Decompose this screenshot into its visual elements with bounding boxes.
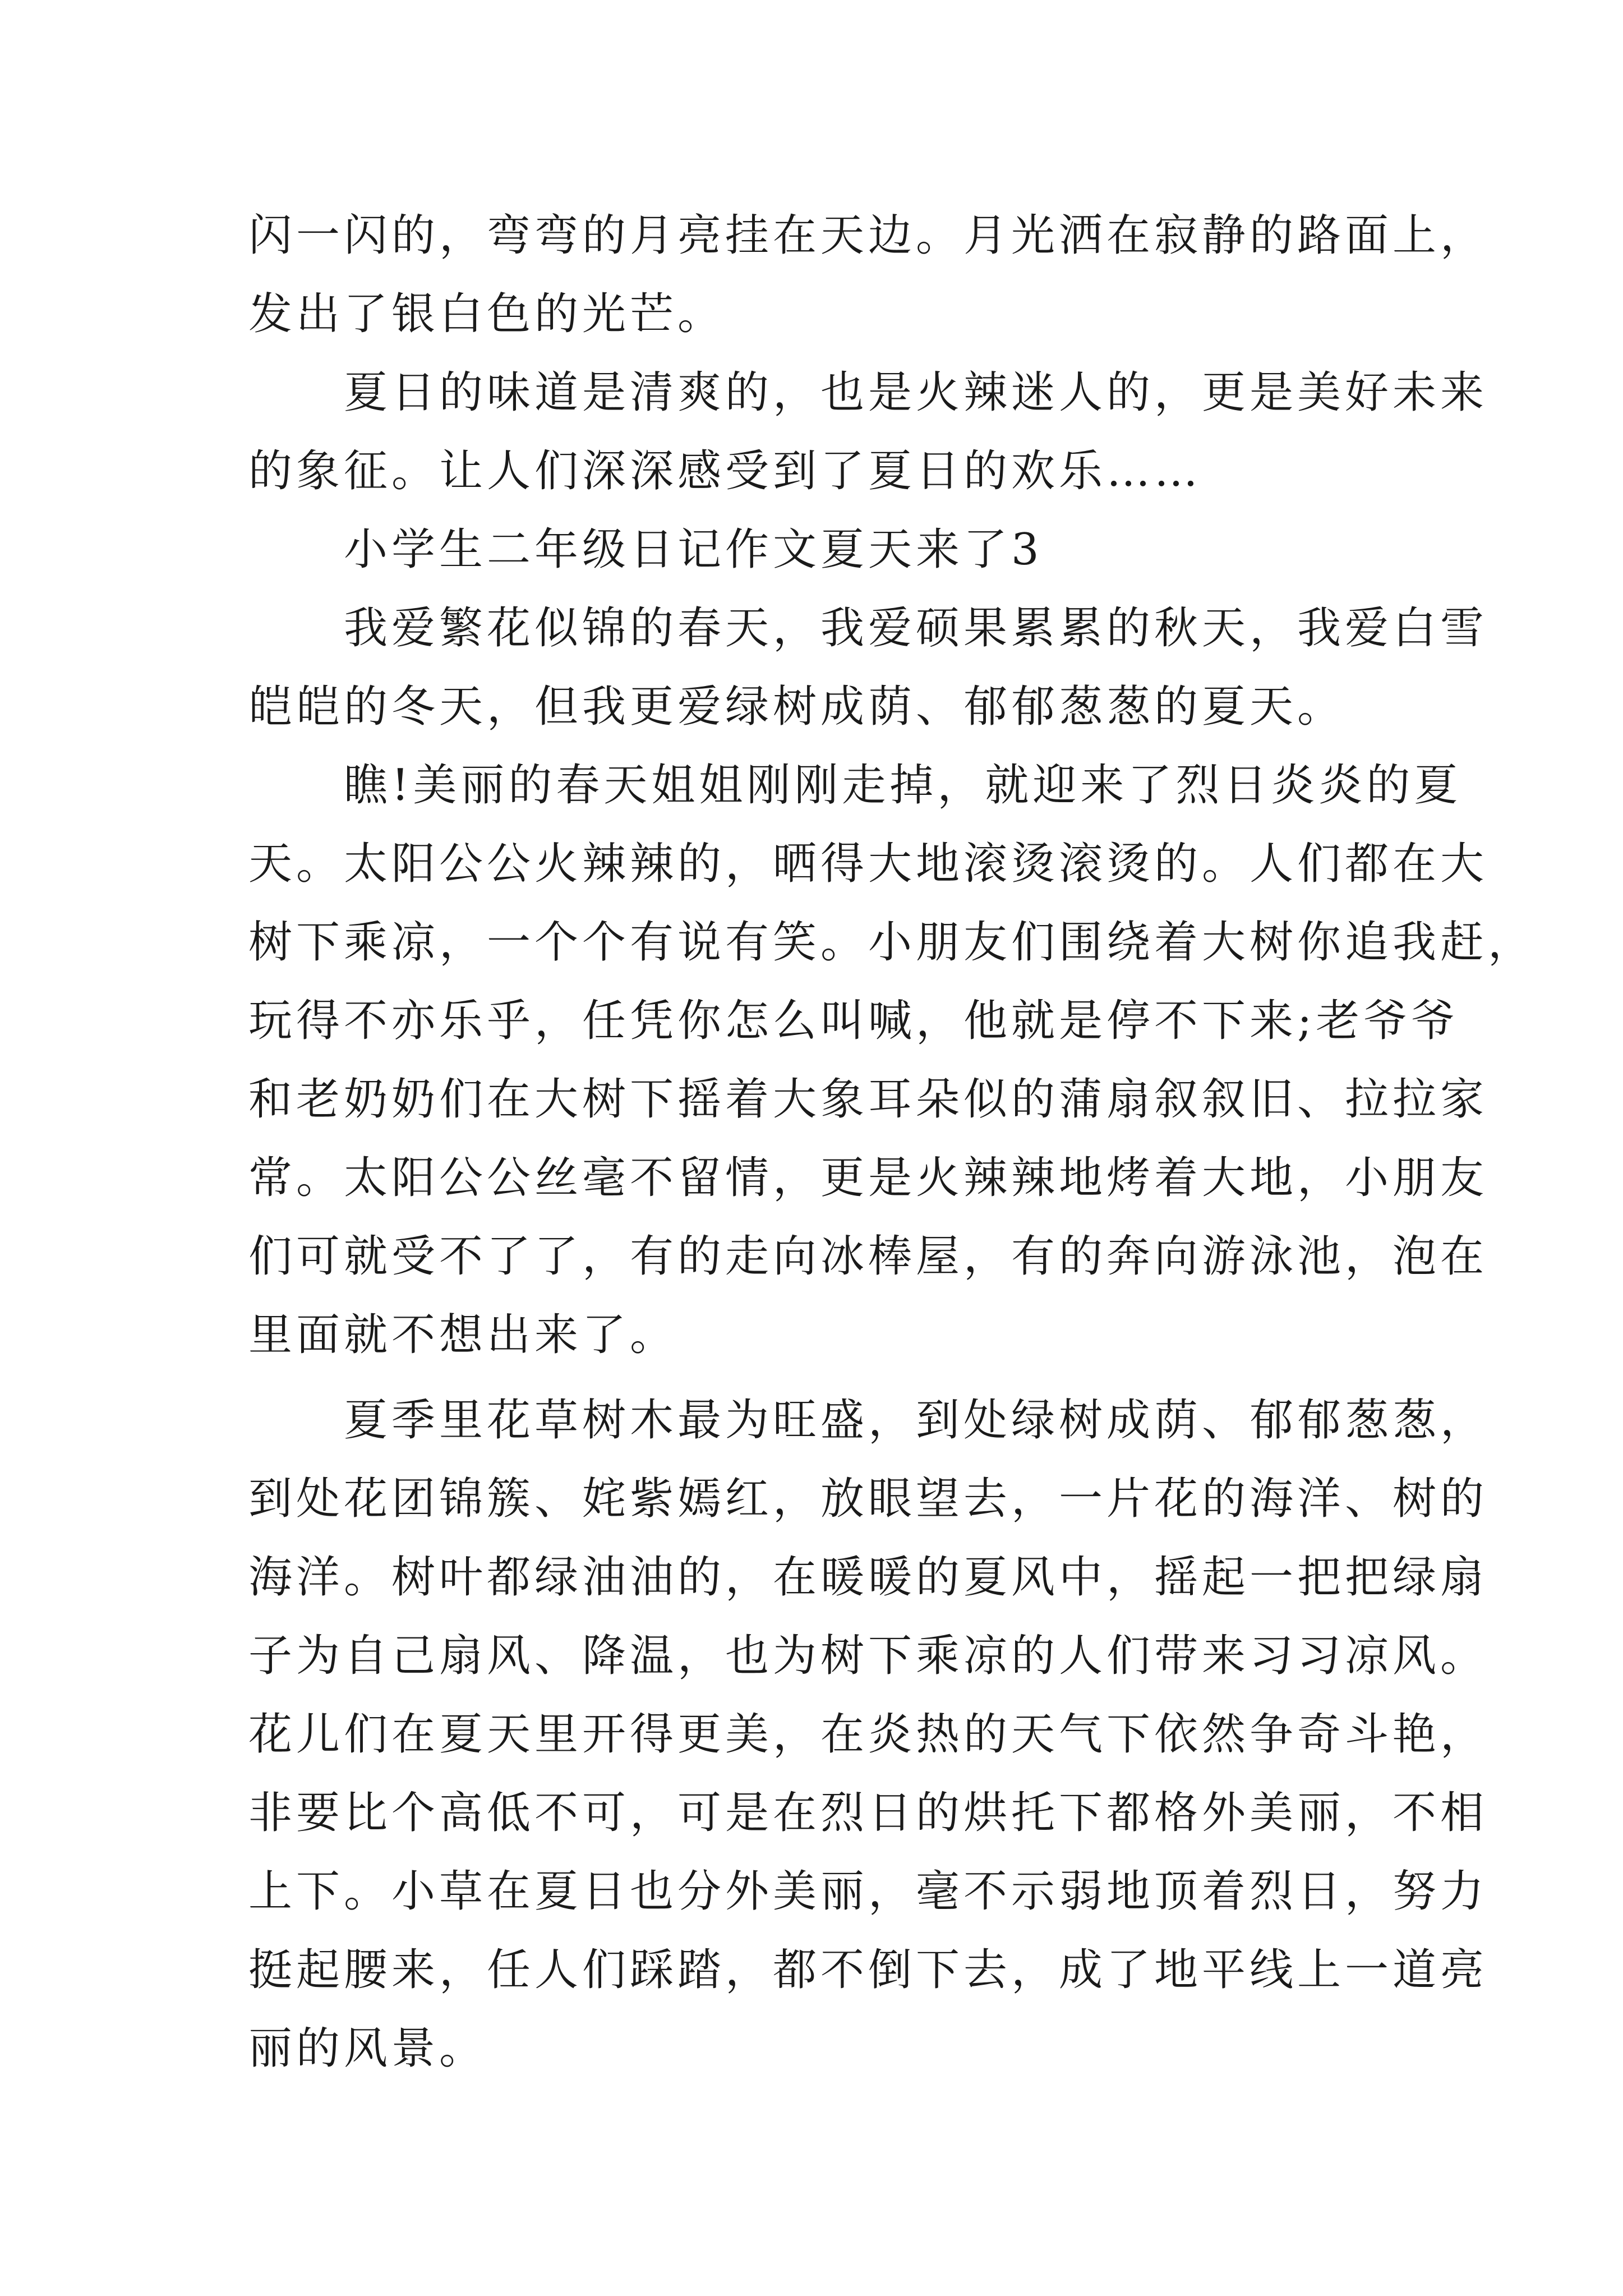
- text-line: 闪一闪的，弯弯的月亮挂在天边。月光洒在寂静的路面上，: [248, 210, 1488, 261]
- text-line: 海洋。树叶都绿油油的，在暖暖的夏风中，摇起一把把绿扇: [248, 1552, 1488, 1603]
- text-line: 丽的风景。: [248, 2023, 487, 2074]
- text-line: 发出了银白色的光芒。: [248, 289, 726, 339]
- text-line: 夏季里花草树木最为旺盛，到处绿树成荫、郁郁葱葱，: [344, 1395, 1488, 1446]
- text-line: 里面就不想出来了。: [248, 1310, 678, 1360]
- text-line: 和老奶奶们在大树下摇着大象耳朵似的蒲扇叙叙旧、拉拉家: [248, 1074, 1488, 1125]
- text-line: 瞧!美丽的春天姐姐刚刚走掉，就迎来了烈日炎炎的夏: [344, 760, 1462, 811]
- text-line: 皑皑的冬天，但我更爱绿树成荫、郁郁葱葱的夏天。: [248, 682, 1345, 732]
- text-line: 我爱繁花似锦的春天，我爱硕果累累的秋天，我爱白雪: [344, 603, 1488, 654]
- section-heading: 小学生二年级日记作文夏天来了3: [344, 524, 1043, 575]
- text-line: 常。太阳公公丝毫不留情，更是火辣辣地烤着大地，小朋友: [248, 1153, 1488, 1203]
- text-line: 天。太阳公公火辣辣的，晒得大地滚烫滚烫的。人们都在大: [248, 839, 1488, 889]
- text-line: 树下乘凉，一个个有说有笑。小朋友们围绕着大树你追我赶，: [248, 917, 1536, 968]
- text-line: 非要比个高低不可，可是在烈日的烘托下都格外美丽，不相: [248, 1788, 1488, 1838]
- text-line: 到处花团锦簇、姹紫嫣红，放眼望去，一片花的海洋、树的: [248, 1474, 1488, 1524]
- text-line: 子为自己扇风、降温，也为树下乘凉的人们带来习习凉风。: [248, 1631, 1488, 1681]
- document-body: [248, 196, 1536, 2088]
- text-line: 玩得不亦乐乎，任凭你怎么叫喊，他就是停不下来;老爷爷: [248, 996, 1459, 1046]
- text-line: 的象征。让人们深深感受到了夏日的欢乐……: [248, 446, 1202, 496]
- text-line: 夏日的味道是清爽的，也是火辣迷人的，更是美好未来: [344, 367, 1488, 418]
- text-line: 花儿们在夏天里开得更美，在炎热的天气下依然争奇斗艳，: [248, 1709, 1488, 1760]
- text-line: 们可就受不了了，有的走向冰棒屋，有的奔向游泳池，泡在: [248, 1231, 1488, 1282]
- paragraph-gap: [248, 1374, 1393, 1381]
- text-line: 挺起腰来，任人们踩踏，都不倒下去，成了地平线上一道亮: [248, 1945, 1488, 1995]
- text-line: 上下。小草在夏日也分外美丽，毫不示弱地顶着烈日，努力: [248, 1866, 1488, 1917]
